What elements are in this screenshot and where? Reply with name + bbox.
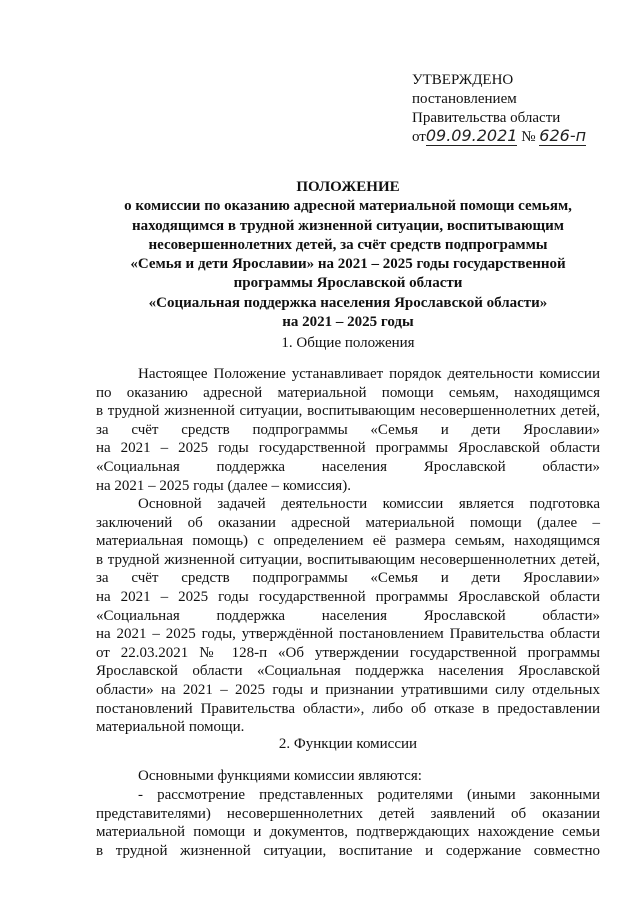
section-1-paragraph-2 xyxy=(96,495,600,737)
approval-number-prefix: № xyxy=(521,129,536,145)
section-2-heading: 2. Функции комиссии xyxy=(278,736,418,752)
text-line: на 2021 – 2025 годы, утверждённой постановлением Правительства области xyxy=(96,626,600,643)
title-line: о комиссии по оказанию адресной материальной помощи семьям, xyxy=(124,198,572,215)
text-line: на 2021 – 2025 годы государственной программы Ярославской области xyxy=(96,440,600,457)
text-line: постановлений Правительства области», либо об отказе в предоставлении xyxy=(96,700,600,717)
text-line: за счёт средств подпрограммы «Семья и дети Ярославии» xyxy=(96,421,600,438)
text-line: - рассмотрение представленных родителями (иными законными xyxy=(138,787,600,803)
text-line: «Социальная поддержка населения Ярославской области» xyxy=(96,458,600,475)
section-2-item-1 xyxy=(96,786,600,860)
title-heading: ПОЛОЖЕНИЕ xyxy=(296,179,400,195)
text-line: представителями) несовершеннолетних детей заявлений об оказании xyxy=(96,805,600,822)
text-line: области» на 2021 – 2025 годы и признании утратившими силу отдельных xyxy=(96,681,600,698)
text-line: материальной помощи. xyxy=(96,719,245,736)
text-line: Основной задачей деятельности комиссии является подготовка xyxy=(138,496,600,512)
approval-date-number xyxy=(412,128,586,147)
text-line: материальная помощь) с определением её размера семьям, находящимся xyxy=(96,533,600,550)
text-line: на 2021 – 2025 годы государственной программы Ярославской области xyxy=(96,588,600,605)
title-line: «Семья и дети Ярославии» на 2021 – 2025 годы государственной xyxy=(130,256,566,273)
text-line: заключений об оказании адресной материальной помощи (далее – xyxy=(96,514,600,531)
text-line: Ярославской области «Социальная поддержка населения Ярославской xyxy=(96,663,600,680)
text-line: «Социальная поддержка населения Ярославской области» xyxy=(96,607,600,624)
approval-from-prefix: от xyxy=(412,129,426,145)
text-line: за счёт средств подпрограммы «Семья и дети Ярославии» xyxy=(96,570,600,587)
document-title xyxy=(96,178,600,332)
text-line: в трудной жизненной ситуации, воспитывающим несовершеннолетних детей, xyxy=(96,403,600,420)
title-line: находящимся в трудной жизненной ситуации, воспитывающим xyxy=(132,217,564,234)
approval-resolution: постановлением xyxy=(412,91,517,107)
text-line: на 2021 – 2025 годы (далее – комиссия). xyxy=(96,477,351,494)
text-line: по оказанию адресной материальной помощи семьям, находящимся xyxy=(96,384,600,401)
title-line: «Социальная поддержка населения Ярославской области» xyxy=(148,294,548,311)
title-line: программы Ярославской области xyxy=(233,275,463,292)
section-1-heading: 1. Общие положения xyxy=(281,335,415,351)
approval-label: УТВЕРЖДЕНО xyxy=(412,72,514,88)
section-1-paragraph-1 xyxy=(96,365,600,495)
text-line: в трудной жизненной ситуации, воспитание и содержание совместно xyxy=(96,842,600,859)
approval-date: 09.09.2021 xyxy=(425,126,518,145)
text-line: от 22.03.2021 № 128-п «Об утверждении государственной программы xyxy=(96,644,600,661)
approval-block xyxy=(412,71,586,147)
title-line: несовершеннолетних детей, за счёт средств подпрограммы xyxy=(148,236,548,253)
approval-number: 626-п xyxy=(539,126,587,145)
text-line: материальной помощи и документов, подтверждающих нахождение семьи xyxy=(96,824,600,841)
title-line: на 2021 – 2025 годы xyxy=(282,314,414,331)
text-line: в трудной жизненной ситуации, воспитывающим несовершеннолетних детей, xyxy=(96,551,600,568)
text-line: Основными функциями комиссии являются: xyxy=(138,768,422,784)
section-2-intro xyxy=(96,767,600,786)
text-line: Настоящее Положение устанавливает порядок деятельности комиссии xyxy=(138,366,600,382)
approval-government: Правительства области xyxy=(412,110,561,126)
